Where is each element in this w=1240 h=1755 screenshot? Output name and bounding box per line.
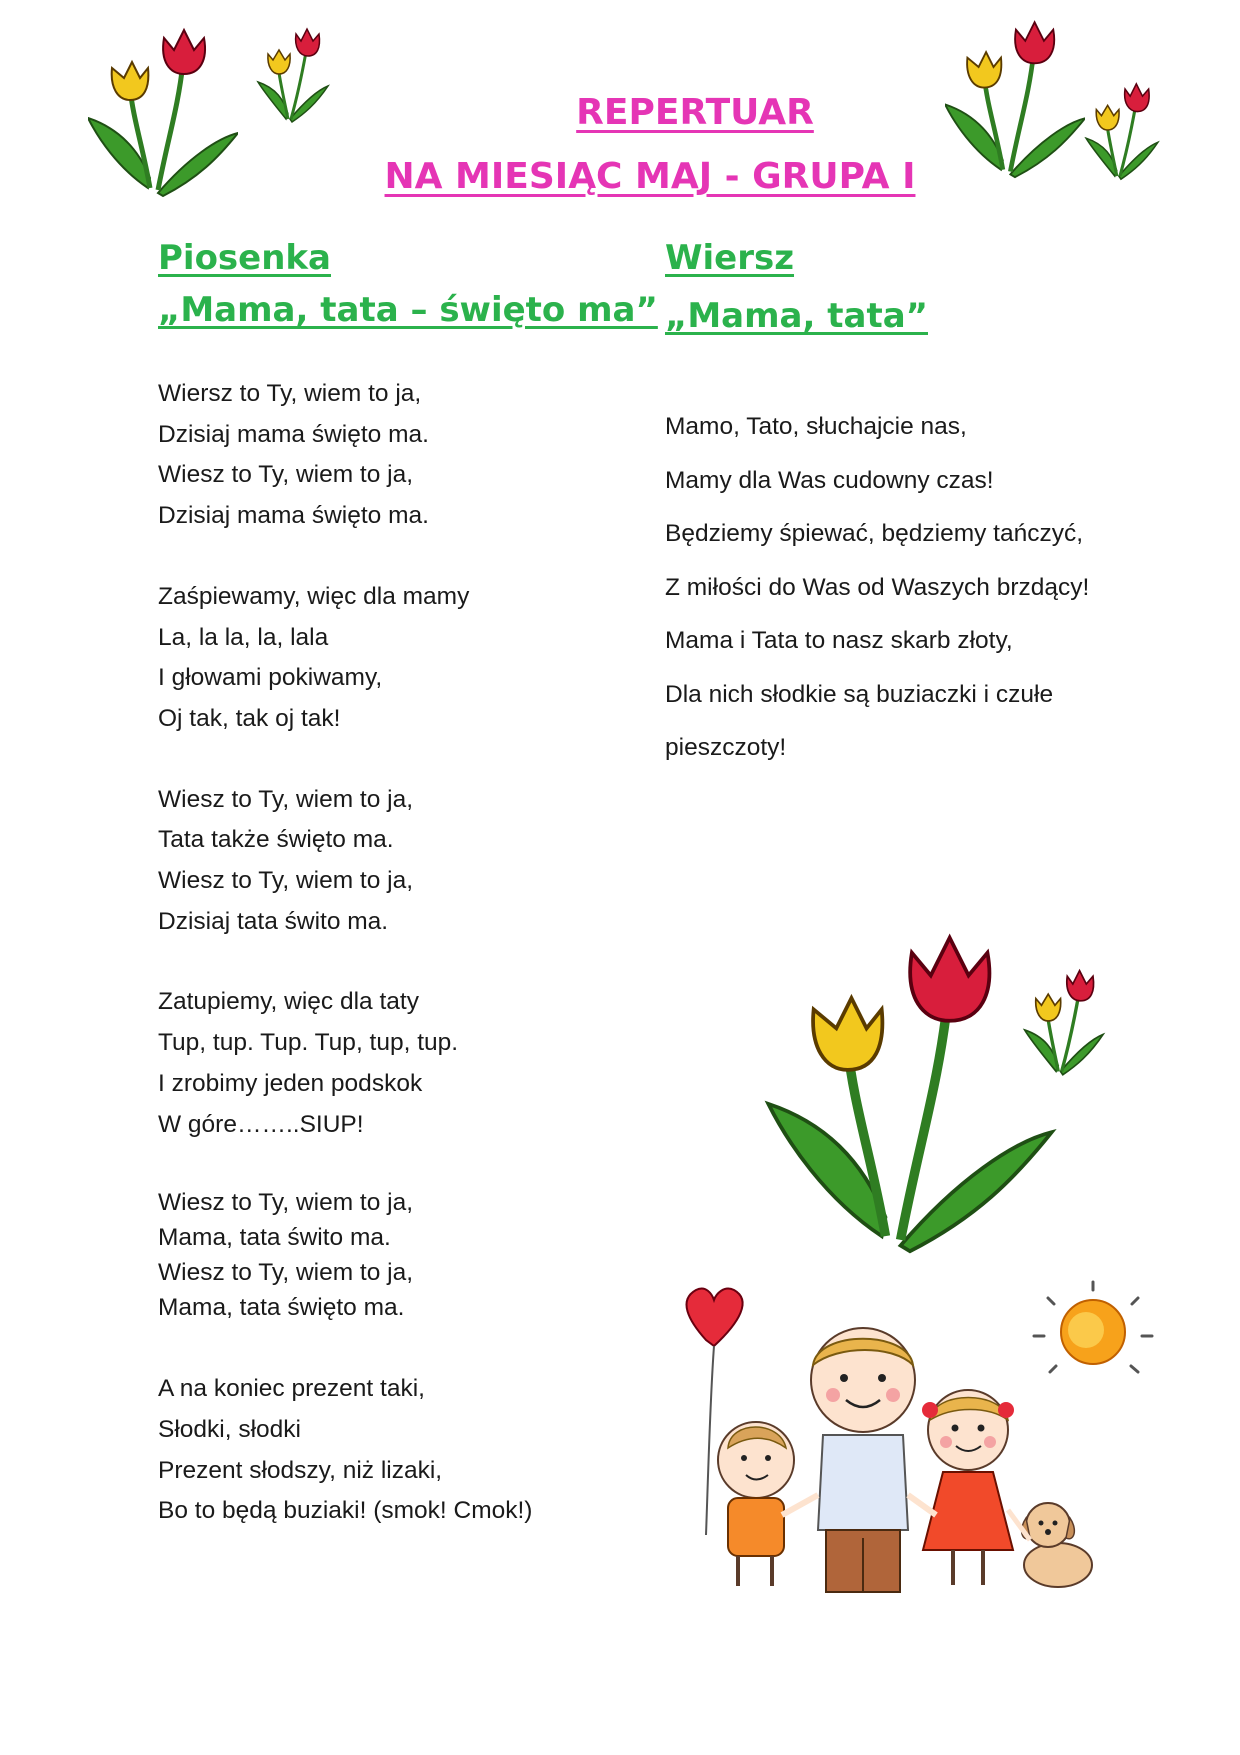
lyric-line: I głowami pokiwamy, [158, 664, 383, 692]
page-title: REPERTUAR [576, 92, 814, 133]
lyric-line: Zaśpiewamy, więc dla mamy [158, 582, 470, 610]
family-illustration [668, 1280, 1178, 1610]
dog-figure [1022, 1503, 1092, 1587]
lyric-line: Wiesz to Ty, wiem to ja, [158, 785, 414, 813]
lyric-line: Wiesz to Ty, wiem to ja, [158, 867, 414, 895]
lyric-line: Dzisiaj mama święto ma. [158, 502, 429, 530]
song-stanza [158, 1369, 628, 1532]
lyric-line: Wiesz to Ty, wiem to ja, [158, 461, 414, 489]
poem-line: Mamy dla Was cudowny czas! [665, 466, 994, 494]
poem-text [665, 400, 1145, 775]
lyric-line: Wiesz to Ty, wiem to ja, [158, 1189, 414, 1217]
poem-title: „Mama, tata” [665, 296, 928, 336]
song-stanza [158, 374, 628, 537]
page-subtitle: NA MIESIĄC MAJ - GRUPA I [384, 156, 916, 197]
lyric-line: Oj tak, tak oj tak! [158, 704, 341, 732]
sun-icon [1034, 1282, 1152, 1372]
girl-figure [922, 1390, 1014, 1585]
lyric-line: Wiersz to Ty, wiem to ja, [158, 380, 422, 407]
song-stanza [158, 1185, 628, 1325]
poem-label: Wiersz [665, 238, 795, 278]
lyric-line: W góre……..SIUP! [158, 1110, 364, 1138]
poem-heading [665, 232, 928, 342]
song-stanza [158, 577, 628, 740]
tulip-small-icon [1020, 965, 1110, 1077]
poem-line: Będziemy śpiewać, będziemy tańczyć, [665, 520, 1084, 547]
song-title: „Mama, tata – święto ma” [158, 290, 658, 330]
lyric-line: A na koniec prezent taki, [158, 1375, 425, 1403]
song-stanza [158, 780, 628, 943]
lyric-line: Dzisiaj tata świto ma. [158, 907, 389, 935]
poem-line: pieszczoty! [665, 734, 787, 761]
poem-line: Mama i Tata to nasz skarb złoty, [665, 627, 1013, 654]
lyric-line: Mama, tata święto ma. [158, 1294, 405, 1322]
tulip-pair-icon [760, 915, 1060, 1255]
song-heading [158, 232, 658, 336]
lyric-line: Zatupiemy, więc dla taty [158, 988, 419, 1016]
heart-balloon-icon [687, 1289, 743, 1346]
lyric-line: Bo to będą buziaki! (smok! Cmok!) [158, 1497, 533, 1525]
lyric-line: Mama, tata świto ma. [158, 1224, 391, 1252]
lyric-line: Wiesz to Ty, wiem to ja, [158, 1259, 414, 1287]
lyric-line: La, la la, la, lala [158, 623, 329, 651]
song-lyrics [158, 374, 628, 1572]
lyric-line: Tup, tup. Tup. Tup, tup, tup. [158, 1029, 459, 1057]
poem-line: Z miłości do Was od Waszych brzdący! [665, 573, 1090, 601]
lyric-line: Tata także święto ma. [158, 826, 394, 854]
lyric-line: I zrobimy jeden podskok [158, 1069, 423, 1097]
father-figure [811, 1328, 915, 1592]
boy-figure [718, 1422, 794, 1586]
lyric-line: Prezent słodszy, niż lizaki, [158, 1456, 443, 1484]
poem-line: Dla nich słodkie są buziaczki i czułe [665, 680, 1054, 708]
lyric-line: Słodki, słodki [158, 1415, 301, 1443]
lyric-line: Dzisiaj mama święto ma. [158, 420, 429, 448]
song-label: Piosenka [158, 238, 331, 278]
poem-line: Mamo, Tato, słuchajcie nas, [665, 413, 967, 440]
song-stanza [158, 982, 628, 1145]
